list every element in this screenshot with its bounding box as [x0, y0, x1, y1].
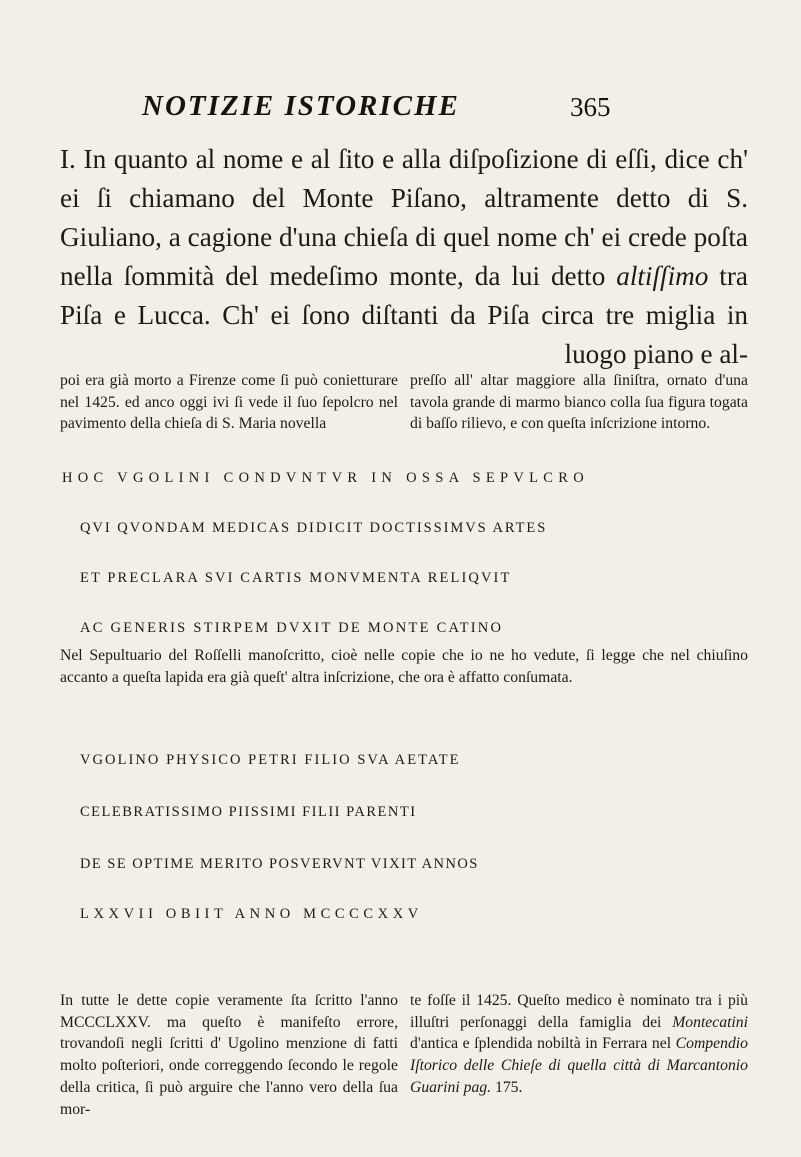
footnote-top-right-column: preſſo all' altar maggiore alla ſiniſtra, ornato d'una tavola grande di marmo bianco colla ſua figura togata di baſſo rilievo, e con queſta inſcrizione intorno. [410, 372, 748, 433]
epitaph-line: DE SE OPTIME MERITO POSVERVNT VIXIT ANNOS [80, 856, 479, 872]
epitaph-line: QVI QVONDAM MEDICAS DIDICIT DOCTISSIMVS ARTES [80, 520, 548, 536]
footnote-bottom-right-column [410, 990, 748, 1099]
epitaph-line: AC GENERIS STIRPEM DVXIT DE MONTE CATINO [80, 620, 504, 636]
footnote-top-left-column: poi era già morto a Firenze come ſi può conietturare nel 1425. ed anco oggi ivi ſi vede il ſuo ſepolcro nel pavimento della chieſa di S. Maria novella [60, 372, 398, 433]
footnote-text-part: te foſſe il 1425. Queſto medico è nominato tra i più illuſtri perſonaggi della famiglia dei [410, 992, 748, 1031]
footnote-italic: Montecatini [672, 1013, 748, 1031]
footnote-text-part: 175. [491, 1078, 523, 1096]
footnote-middle: Nel Sepultuario del Roſſelli manoſcritto, cioè nelle copie che io ne ho vedute, ſi legge che nel chiuſino accanto a queſta lapida era già queſt' altra inſcrizione, che ora è affatto conſumata. [60, 647, 748, 686]
footnote-italic: Compendio Iſtorico delle Chieſe di quella città di Marcantonio Guarini pag. [410, 1035, 748, 1096]
main-paragraph [60, 140, 748, 374]
running-title: NOTIZIE ISTORICHE [142, 90, 460, 122]
page-header [60, 90, 741, 130]
epitaph-line: CELEBRATISSIMO PIISSIMI FILII PARENTI [80, 804, 417, 820]
footnote-text-part: d'antica e ſplendida nobiltà in Ferrara nel [410, 1035, 676, 1053]
epitaph-line: HOC VGOLINI CONDVNTVR IN OSSA SEPVLCRO [62, 470, 590, 486]
epitaph-line: LXXVII OBIIT ANNO MCCCCXXV [80, 906, 423, 922]
main-text-italic: altiſſimo [616, 261, 709, 291]
main-text-part: tra Piſa e Lucca. Ch' ei ſono diſtanti da Piſa circa tre miglia in luogo piano e al- [60, 261, 748, 369]
page-number: 365 [570, 92, 611, 122]
main-text-part: I. In quanto al nome e al ſito e alla diſpoſizione di eſſi, dice ch' ei ſi chiamano del Monte Piſano, altramente detto di S. Giuliano, a cagione d'una chieſa di quel nome ch' ei crede poſta nella ſommità del medeſimo monte, da lui detto [60, 144, 748, 291]
footnote-bottom-left-column: In tutte le dette copie veramente ſta ſcritto l'anno MCCCLXXV. ma queſto è manifeſto errore, trovandoſi negli ſcritti d' Ugolino menzione di fatti molto poſteriori, onde correggendo ſecondo le regole della critica, ſi può arguire che l'anno vero della ſua mor- [60, 992, 398, 1118]
epitaph-line: ET PRECLARA SVI CARTIS MONVMENTA RELIQVIT [80, 570, 512, 586]
epitaph-line: VGOLINO PHYSICO PETRI FILIO SVA AETATE [80, 752, 461, 768]
